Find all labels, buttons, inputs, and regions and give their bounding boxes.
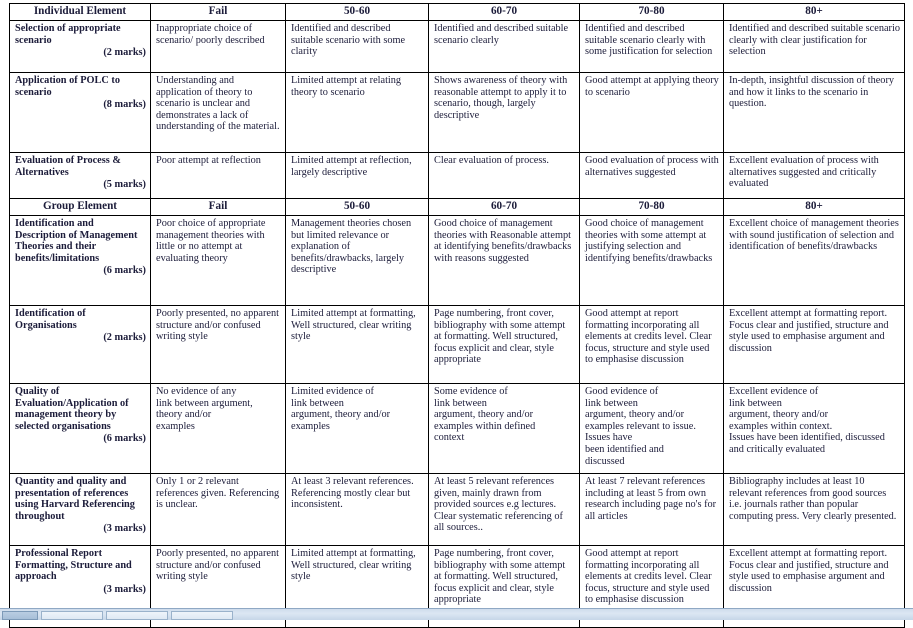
descriptor-cell: Understanding and application of theory to scenario is unclear and demonstrates a lack of understanding of the material. — [151, 73, 286, 153]
rubric-row — [10, 216, 905, 306]
grade-band-header-70-80: 70-80 — [580, 4, 724, 21]
descriptor-cell: Shows awareness of theory with reasonable attempt to apply it to scenario, though, largely descriptive — [429, 73, 580, 153]
descriptor-cell: Identified and described suitable scenario clearly — [429, 21, 580, 73]
descriptor-cell: Bibliography includes at least 10 relevant references from good sources i.e. journals rather than popular computing press. Very clearly presented. — [724, 474, 905, 546]
grade-band-header-50-60: 50-60 — [286, 4, 429, 21]
descriptor-cell: Identified and described suitable scenario clearly with some justification for selection — [580, 21, 724, 73]
criterion-cell — [10, 306, 151, 384]
grade-band-header-60-70: 60-70 — [429, 4, 580, 21]
criterion-cell — [10, 73, 151, 153]
grade-band-header-60-70: 60-70 — [429, 199, 580, 216]
descriptor-cell: At least 5 relevant references given, mainly drawn from provided sources e.g lectures. Clear systematic referencing of all sources.. — [429, 474, 580, 546]
descriptor-cell: Excellent evidence of link between argument, theory and/or examples within context. Issues have been identified, discussed and critically evaluated — [724, 384, 905, 474]
criterion-marks: (8 marks) — [103, 99, 146, 111]
taskbar-window-item[interactable] — [41, 611, 103, 620]
descriptor-cell: Limited attempt at formatting, Well structured, clear writing style — [286, 546, 429, 628]
criterion-label: Identification and Description of Management Theories and their benefits/limitations — [15, 218, 138, 264]
criterion-label: Application of POLC to scenario — [15, 75, 120, 98]
rubric-row — [10, 73, 905, 153]
assessment-rubric-table — [9, 3, 905, 628]
descriptor-cell: Limited attempt at relating theory to scenario — [286, 73, 429, 153]
descriptor-cell: Good attempt at report formatting incorporating all elements at credits level. Clear focus, structure and style used to emphasise discussion — [580, 306, 724, 384]
section-title-cell: Group Element — [10, 199, 151, 216]
criterion-label: Evaluation of Process & Alternatives — [15, 155, 121, 178]
descriptor-cell: Poorly presented, no apparent structure and/or confused writing style — [151, 306, 286, 384]
criterion-marks: (6 marks) — [103, 265, 146, 277]
descriptor-cell: Only 1 or 2 relevant references given. Referencing is unclear. — [151, 474, 286, 546]
grade-band-header-80-: 80+ — [724, 199, 905, 216]
grade-band-header-fail: Fail — [151, 199, 286, 216]
descriptor-cell: Page numbering, front cover, bibliography with some attempt at formatting. Well structured, focus explicit and clear, style appropriate — [429, 306, 580, 384]
descriptor-cell: Poor choice of appropriate management theories with little or no attempt at evaluating theory — [151, 216, 286, 306]
descriptor-cell: Limited evidence of link between argument, theory and/or examples — [286, 384, 429, 474]
rubric-row — [10, 474, 905, 546]
os-taskbar[interactable] — [0, 608, 913, 620]
taskbar-empty-area — [236, 611, 913, 620]
descriptor-cell: Poor attempt at reflection — [151, 153, 286, 199]
criterion-cell — [10, 21, 151, 73]
rubric-row — [10, 306, 905, 384]
criterion-label: Identification of Organisations — [15, 308, 86, 331]
rubric-section-header-row — [10, 199, 905, 216]
criterion-cell — [10, 216, 151, 306]
descriptor-cell: Some evidence of link between argument, theory and/or examples within defined context — [429, 384, 580, 474]
grade-band-header-70-80: 70-80 — [580, 199, 724, 216]
descriptor-cell: No evidence of any link between argument, theory and/or examples — [151, 384, 286, 474]
descriptor-cell: Poorly presented, no apparent structure and/or confused writing style — [151, 546, 286, 628]
criterion-label: Quality of Evaluation/Application of management theory by selected organisations — [15, 386, 129, 432]
criterion-label: Professional Report Formatting, Structure and approach — [15, 548, 132, 583]
criterion-cell — [10, 474, 151, 546]
descriptor-cell: Excellent choice of management theories with sound justification of selection and identification of benefits/drawbacks — [724, 216, 905, 306]
descriptor-cell: Inappropriate choice of scenario/ poorly described — [151, 21, 286, 73]
descriptor-cell: Good evidence of link between argument, theory and/or examples relevant to issue. Issues have been identified and discussed — [580, 384, 724, 474]
grade-band-header-fail: Fail — [151, 4, 286, 21]
descriptor-cell: In-depth, insightful discussion of theory and how it links to the scenario in question. — [724, 73, 905, 153]
criterion-marks: (5 marks) — [103, 179, 146, 191]
descriptor-cell: Limited attempt at formatting, Well structured, clear writing style — [286, 306, 429, 384]
criterion-marks: (6 marks) — [103, 433, 146, 445]
criterion-label: Quantity and quality and presentation of references using Harvard Referencing throughout — [15, 476, 135, 522]
criterion-marks: (3 marks) — [103, 523, 146, 535]
descriptor-cell: Excellent attempt at formatting report. Focus clear and justified, structure and style used to emphasise argument and discussion — [724, 306, 905, 384]
taskbar-window-item[interactable] — [171, 611, 233, 620]
criterion-marks: (3 marks) — [103, 583, 146, 595]
descriptor-cell: At least 7 relevant references including at least 5 from own research including page no's for all articles — [580, 474, 724, 546]
section-title-cell: Individual Element — [10, 4, 151, 21]
criterion-marks: (2 marks) — [103, 47, 146, 59]
descriptor-cell: Good choice of management theories with Reasonable attempt at identifying benefits/drawbacks with reasons suggested — [429, 216, 580, 306]
grade-band-header-80-: 80+ — [724, 4, 905, 21]
descriptor-cell: Identified and described suitable scenario with some clarity — [286, 21, 429, 73]
descriptor-cell: Clear evaluation of process. — [429, 153, 580, 199]
criterion-label: Selection of appropriate scenario — [15, 23, 121, 46]
criterion-cell — [10, 153, 151, 199]
taskbar-window-item[interactable] — [106, 611, 168, 620]
descriptor-cell: At least 3 relevant references. Referencing mostly clear but inconsistent. — [286, 474, 429, 546]
descriptor-cell: Good attempt at applying theory to scenario — [580, 73, 724, 153]
taskbar-start-button[interactable] — [2, 611, 38, 620]
descriptor-cell: Excellent attempt at formatting report. Focus clear and justified, structure and style used to emphasise argument and discussion — [724, 546, 905, 628]
descriptor-cell: Excellent evaluation of process with alternatives suggested and critically evaluated — [724, 153, 905, 199]
rubric-row — [10, 21, 905, 73]
descriptor-cell: Good evaluation of process with alternatives suggested — [580, 153, 724, 199]
grade-band-header-50-60: 50-60 — [286, 199, 429, 216]
rubric-row — [10, 384, 905, 474]
descriptor-cell: Management theories chosen but limited relevance or explanation of benefits/drawbacks, largely descriptive — [286, 216, 429, 306]
rubric-section-header-row — [10, 4, 905, 21]
descriptor-cell: Identified and described suitable scenario clearly with clear justification for selection — [724, 21, 905, 73]
descriptor-cell: Limited attempt at reflection, largely descriptive — [286, 153, 429, 199]
criterion-marks: (2 marks) — [103, 332, 146, 344]
rubric-table-container — [9, 3, 904, 628]
rubric-row — [10, 153, 905, 199]
descriptor-cell: Page numbering, front cover, bibliography with some attempt at formatting. Well structured, focus explicit and clear, style appropriate — [429, 546, 580, 628]
descriptor-cell: Good attempt at report formatting incorporating all elements at credits level. Clear focus, structure and style used to emphasise discussion — [580, 546, 724, 628]
criterion-cell — [10, 384, 151, 474]
descriptor-cell: Good choice of management theories with some attempt at justifying selection and identifying benefits/drawbacks — [580, 216, 724, 306]
